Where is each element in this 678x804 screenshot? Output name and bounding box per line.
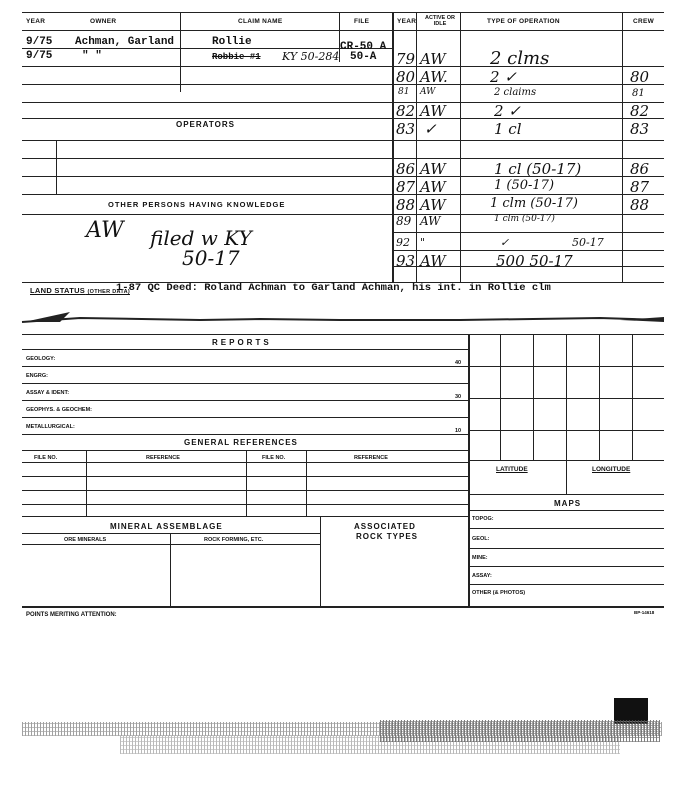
op-year: 79 bbox=[396, 50, 416, 68]
grid-line bbox=[468, 398, 664, 399]
year-col-line bbox=[416, 12, 417, 282]
claim-file: CR-50 A bbox=[340, 41, 387, 53]
claim-note: KY 50-284 bbox=[282, 50, 340, 63]
row-line bbox=[22, 66, 392, 67]
report-num: 40 bbox=[455, 360, 462, 366]
gr-col-reference: REFERENCE bbox=[354, 455, 388, 461]
land-status-text: 1-87 QC Deed: Roland Achman to Garland Achman, his int. in Rollie clm bbox=[116, 282, 551, 294]
report-line bbox=[22, 366, 468, 367]
op-year: 88 bbox=[396, 196, 416, 214]
op-status: AW. bbox=[420, 68, 448, 86]
op-status: AW bbox=[420, 50, 446, 68]
op-year: 92 bbox=[396, 236, 410, 249]
rock-forming-label: ROCK FORMING, ETC. bbox=[204, 537, 264, 543]
map-topog: TOPOG: bbox=[472, 516, 494, 522]
report-assay: ASSAY & IDENT: bbox=[26, 390, 70, 396]
op-crew: 80 bbox=[630, 68, 650, 86]
op-crew: 83 bbox=[630, 120, 650, 138]
gr-col-file: FILE NO. bbox=[262, 455, 286, 461]
operators-col-line bbox=[56, 140, 57, 194]
maps-line bbox=[468, 566, 664, 567]
op-row-line bbox=[392, 232, 664, 233]
latitude-label: LATITUDE bbox=[496, 466, 528, 473]
gr-line bbox=[22, 462, 468, 463]
op-status: AW bbox=[420, 178, 446, 196]
op-type: 2 clms bbox=[490, 48, 550, 69]
header-underline bbox=[22, 30, 664, 31]
claim-year: 9/75 bbox=[26, 36, 53, 48]
ma-line bbox=[22, 533, 320, 534]
op-crew: 81 bbox=[632, 88, 645, 99]
header-owner: OWNER bbox=[90, 18, 117, 25]
other-persons-label: OTHER PERSONS HAVING KNOWLEDGE bbox=[108, 200, 286, 209]
op-status: AW bbox=[420, 160, 446, 178]
op-row-line bbox=[392, 140, 664, 141]
row-line bbox=[22, 118, 392, 119]
op-crew: 87 bbox=[630, 178, 650, 196]
report-geology: GEOLOGY: bbox=[26, 356, 56, 362]
op-year: 89 bbox=[396, 214, 412, 228]
op-note: 50-17 bbox=[572, 236, 604, 249]
op-status: AW bbox=[420, 87, 436, 97]
other-persons-note: AW bbox=[86, 218, 124, 243]
report-line bbox=[22, 417, 468, 418]
owner-col-line bbox=[180, 12, 181, 92]
report-num: 10 bbox=[455, 428, 462, 434]
report-num: 30 bbox=[455, 394, 462, 400]
torn-band bbox=[0, 300, 678, 330]
claim-file: 50-A bbox=[350, 51, 377, 63]
row-line bbox=[22, 48, 392, 49]
op-crew: 82 bbox=[630, 102, 650, 120]
longitude-label: LONGITUDE bbox=[592, 466, 631, 473]
op-crew: 88 bbox=[630, 196, 650, 214]
row-line bbox=[22, 102, 392, 103]
maps-line bbox=[468, 510, 664, 511]
gr-line bbox=[22, 490, 468, 491]
op-status: AW bbox=[420, 196, 446, 214]
mineral-assemblage-title: MINERAL ASSEMBLAGE bbox=[110, 522, 223, 531]
gr-line bbox=[22, 450, 468, 451]
other-persons-note: 50-17 bbox=[182, 246, 240, 270]
top-border bbox=[22, 12, 664, 13]
op-status: AW bbox=[420, 252, 446, 270]
op-row-line bbox=[392, 158, 664, 159]
op-status: ✓ bbox=[424, 120, 437, 138]
op-year: 87 bbox=[396, 178, 416, 196]
bottom-line bbox=[22, 606, 664, 608]
gr-bottom bbox=[22, 516, 468, 517]
report-engrg: ENGRG: bbox=[26, 373, 48, 379]
grid-line bbox=[500, 334, 501, 460]
row-line bbox=[22, 176, 392, 177]
op-type: 2 ✓ bbox=[490, 68, 517, 86]
ma-col-line bbox=[170, 533, 171, 606]
op-type: ✓ bbox=[500, 236, 510, 249]
header-year: YEAR bbox=[26, 18, 46, 25]
header-file: FILE bbox=[354, 18, 370, 25]
reports-title: REPORTS bbox=[212, 338, 272, 347]
op-year: 82 bbox=[396, 102, 416, 120]
claim-name: Robbie #1 bbox=[212, 52, 261, 62]
header-claim-name: CLAIM NAME bbox=[238, 18, 283, 25]
op-type: 2 ✓ bbox=[494, 102, 521, 120]
reports-top bbox=[22, 334, 664, 335]
row-line bbox=[22, 140, 392, 141]
header-active-idle: ACTIVE OR IDLE bbox=[425, 15, 455, 27]
top-section-divider bbox=[392, 12, 394, 282]
associated-label: ASSOCIATED bbox=[354, 522, 416, 531]
scan-noise bbox=[380, 720, 660, 742]
report-line bbox=[22, 434, 468, 435]
report-line bbox=[22, 383, 468, 384]
grid-line bbox=[468, 494, 664, 495]
op-type: 1 cl (50-17) bbox=[494, 160, 582, 178]
map-assay: ASSAY: bbox=[472, 573, 492, 579]
ore-minerals-label: ORE MINERALS bbox=[64, 537, 107, 543]
op-type: 500 50-17 bbox=[496, 252, 573, 270]
op-type: 1 clm (50-17) bbox=[494, 214, 555, 224]
grid-line bbox=[468, 460, 664, 461]
row-line bbox=[22, 214, 392, 215]
points-meriting-label: POINTS MERITING ATTENTION: bbox=[26, 612, 117, 618]
op-status: AW bbox=[420, 214, 441, 228]
maps-line bbox=[468, 548, 664, 549]
op-status: " bbox=[420, 236, 426, 249]
row-line bbox=[22, 194, 392, 195]
status-col-line bbox=[460, 12, 461, 282]
gr-col-line bbox=[306, 450, 307, 516]
gr-line bbox=[22, 476, 468, 477]
report-metallurgical: METALLURGICAL: bbox=[26, 424, 75, 430]
ma-col-line bbox=[320, 516, 321, 606]
op-year: 80 bbox=[396, 68, 416, 86]
grid-line bbox=[599, 334, 600, 460]
maps-line bbox=[468, 584, 664, 585]
header-year-2: YEAR bbox=[397, 18, 417, 25]
claim-owner: " " bbox=[82, 50, 102, 62]
form-code: BP-14618 bbox=[634, 610, 655, 615]
gr-col-reference: REFERENCE bbox=[146, 455, 180, 461]
claim-name: Rollie bbox=[212, 36, 252, 48]
op-year: 86 bbox=[396, 160, 416, 178]
maps-title: MAPS bbox=[554, 499, 582, 508]
grid-line bbox=[533, 334, 534, 460]
op-year: 81 bbox=[398, 87, 410, 97]
map-mine: MINE: bbox=[472, 555, 488, 561]
row-line bbox=[22, 84, 392, 85]
ma-line bbox=[22, 544, 320, 545]
maps-line bbox=[468, 528, 664, 529]
op-year: 93 bbox=[396, 252, 416, 270]
report-line bbox=[22, 400, 468, 401]
general-references-title: GENERAL REFERENCES bbox=[184, 438, 298, 447]
row-line bbox=[22, 158, 392, 159]
gr-line bbox=[22, 504, 468, 505]
crew-col-line bbox=[622, 12, 623, 282]
claim-owner: Achman, Garland bbox=[75, 36, 175, 48]
op-crew: 86 bbox=[630, 160, 650, 178]
map-geol: GEOL: bbox=[472, 536, 490, 542]
op-row-line bbox=[392, 250, 664, 251]
land-status-label: LAND STATUS (OTHER DATA) bbox=[30, 286, 130, 295]
grid-line bbox=[566, 334, 567, 494]
op-type: 1 cl bbox=[494, 120, 522, 138]
grid-line bbox=[468, 430, 664, 431]
other-persons-note: filed w KY bbox=[150, 226, 252, 250]
grid-line bbox=[632, 334, 633, 460]
operators-label: OPERATORS bbox=[176, 120, 235, 129]
gr-col-file: FILE NO. bbox=[34, 455, 58, 461]
op-type: 1 clm (50-17) bbox=[490, 196, 578, 211]
grid-line bbox=[468, 366, 664, 367]
op-type: 2 claims bbox=[494, 87, 537, 98]
gr-col-line bbox=[86, 450, 87, 516]
header-type-of-operation: TYPE OF OPERATION bbox=[487, 18, 560, 25]
claim-year: 9/75 bbox=[26, 50, 53, 62]
gr-col-line bbox=[246, 450, 247, 516]
map-other: OTHER (& PHOTOS) bbox=[472, 590, 526, 596]
report-geophys: GEOPHYS. & GEOCHEM: bbox=[26, 407, 93, 413]
op-type: 1 (50-17) bbox=[494, 178, 555, 193]
reports-title-line bbox=[22, 349, 468, 350]
op-year: 83 bbox=[396, 120, 416, 138]
rock-types-label: ROCK TYPES bbox=[356, 532, 419, 541]
op-status: AW bbox=[420, 102, 446, 120]
header-crew: CREW bbox=[633, 18, 655, 25]
